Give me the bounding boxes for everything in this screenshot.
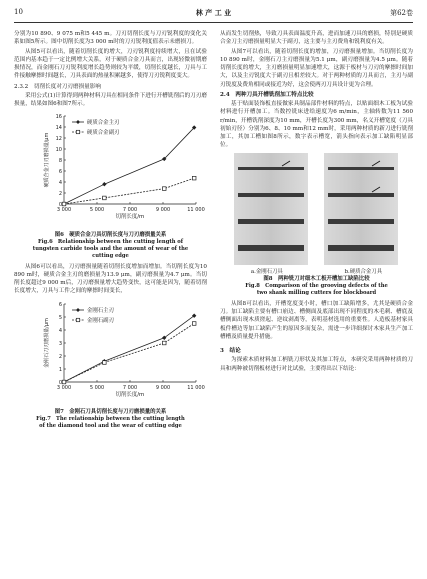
y-axis-label: 金刚石刀刃磨损量/μm [44, 317, 50, 368]
x-tick-label: 11 000 [187, 384, 205, 391]
legend-marker [76, 120, 80, 124]
photo-label-a: a.金刚石刀具 [250, 268, 283, 275]
figure-caption-en: Fig.8 Comparison of the grooving defects of the [245, 282, 388, 289]
groove-line [328, 219, 394, 224]
paragraph: 从而发生切削热，导致刀具表面温度升高，进而加速刀具的磨损，特别是硬质合金刀主刃磨损量明显大于副刃，这主要与主刃费角和锐利度有关。 [220, 31, 413, 46]
paragraph: 从图7可以看出，随着切削长度的增加，刀刃磨损量增加。当切削长度为10 890 m时，金刚石刀主刃磨损量为5.1 μm，副刃磨损量为4.5 μm。随着切削长度的增大，主刃磨损量明显加速增大，这源于板材与刀刃的摩擦时间加大，以及主刃锐度大于副刃且相差较大。对于两种材质的刀具而言，主刃与副刃锐度及费角相同或接近为好，这会使两刃刀具设计更为合理。 [220, 48, 413, 88]
figure-caption-en: Fig.7 The relationship between the cutting length [36, 415, 185, 422]
x-tick-label: 11 000 [187, 207, 205, 214]
series-line [64, 323, 194, 382]
groove-line [328, 193, 394, 197]
figure-caption-en: two shank milling cutters for blockboard [256, 289, 377, 296]
groove-line [328, 167, 394, 170]
figure-7 [14, 298, 207, 430]
right-column [220, 30, 413, 374]
paragraph: 从图5可以看出，随着切削长度的增大，刀刃锐利度持续增大，且在试验范围内基本趋于一定比例增大关系，对于硬质合金刀具而言，出现轻微初期磨损情况，而金刚石刀刃锐利度增长趋势则较为平缓，切削长度越长，刀具与工件接触摩擦时间越长，刀具表面的热量积累越多，使得刀刃锐利度变大。 [14, 48, 207, 80]
groove-line [328, 245, 394, 251]
figure-caption-en: tungsten carbide tools and the amount of wear of the [32, 245, 189, 252]
x-tick-label: 7 000 [122, 384, 138, 391]
x-tick-label: 9 000 [155, 207, 171, 214]
data-point [102, 182, 106, 186]
left-column [14, 30, 207, 433]
figure-6 [14, 110, 207, 259]
data-point [103, 360, 107, 364]
figure-caption: 图6 硬质合金刀具切削长度与刀刃磨损量关系 [54, 231, 167, 238]
paragraph: 采用公式(1)计算得到两种材料刀具在相同条件下进行开槽铣削后的刀刃磨损量，结果如图6和图7所示。 [14, 92, 207, 107]
figure-caption: 图8 两种铣刀对细木工板开槽加工缺陷比较 [263, 275, 370, 282]
data-point [192, 321, 196, 325]
chart-fig7 [14, 298, 207, 406]
figure-caption: 图7 金刚石刀具切削长度与刀刃磨损量的关系 [54, 408, 167, 415]
groove-photo [220, 153, 413, 265]
y-axis-label: 硬质合金刀刃磨损量/μm [44, 132, 50, 188]
x-tick-label: 9 000 [155, 384, 171, 391]
series-line [64, 128, 194, 204]
x-axis-label: 切削长度/m [115, 214, 145, 221]
x-axis-label: 切削长度/m [115, 391, 145, 398]
groove-line [238, 193, 304, 197]
y-tick-label: 2 [58, 191, 62, 198]
legend-marker [76, 308, 80, 312]
legend-marker [76, 131, 79, 134]
page-number: 10 [14, 8, 23, 16]
y-tick-label: 4 [58, 180, 62, 187]
volume-label: 第62卷 [390, 9, 413, 17]
data-point [103, 196, 107, 200]
x-tick-label: 7 000 [122, 207, 138, 214]
legend-label: 硬质合金主刃 [87, 120, 120, 127]
legend-label: 金刚石主刃 [87, 307, 114, 314]
legend-label: 金刚石副刃 [87, 317, 114, 324]
y-tick-label: 4 [58, 327, 62, 334]
y-tick-label: 12 [55, 136, 62, 143]
data-point [192, 177, 196, 181]
y-tick-label: 6 [58, 301, 62, 308]
legend-label: 硬质合金副刃 [87, 130, 120, 137]
data-point [62, 202, 66, 206]
figure-8 [220, 153, 413, 297]
data-point [162, 341, 166, 345]
paragraph: 基于贴面装饰板直接做家具制品部件材料的特点，以贴面细木工板为试验材料进行开槽加工。当数控铣床进给速度为6 m/min，主轴转数为11 560 r/min，开槽铣削深度为10 mm，开槽长度为300 mm，名义开槽宽度（刀具初始刃径）分别为6、8、10 mm和12 mm时，采用两种材质的新刀进行铣削加工，其加工槽如图8所示，数字表示槽宽，箭头指向表示加工缺陷明显部位。 [220, 101, 413, 149]
chart-fig6 [14, 110, 207, 228]
y-tick-label: 1 [58, 366, 62, 373]
legend-marker [76, 318, 79, 321]
groove-line [238, 245, 304, 251]
paragraph: 从图8可以看出，开槽宽度变小时，槽口加工缺陷增多，尤其是硬质合金刀。加工缺陷主要有槽口崩边、槽侧面及底部出现不同程度的木毛刺、槽底及槽侧面出现木质搓起、逆纹剥离等，表明基材选用的重要性。人造板基材家具板件槽边等加工缺陷产生的原因多而复杂，需进一步详细探讨木家具生产加工槽槽及质量提升措施。 [220, 300, 413, 340]
data-point [62, 380, 66, 384]
figure-caption-en: cutting edge [92, 252, 129, 259]
section-heading: 2.4 两种刀具开槽铣削加工特点比较 [220, 91, 314, 98]
paragraph: 为探索木质材料加工柄铣刀形状及其加工特点，本研究采用两种材质的刀具和两种被切削板材进行对比试验，主要得出以下结论： [220, 357, 413, 372]
figure-caption-en: Fig.6 Relationship between the cutting length of [38, 238, 183, 245]
figure-caption-en: of the diamond tool and the wear of cutting edge [39, 422, 182, 429]
y-tick-label: 5 [58, 314, 62, 321]
y-tick-label: 14 [55, 125, 62, 132]
x-tick-label: 5 000 [89, 384, 105, 391]
section-heading: 3 结论 [220, 348, 241, 354]
section-heading: 2.3.2 切削长度对刀刃磨损量影响 [14, 83, 101, 90]
y-tick-label: 3 [58, 340, 62, 347]
paragraph: 分别为10 890、9 075 m和5 445 m。刀刃切削长度与刀刃锐利度的变化关系如图5所示。图中切削长度为3 000 m时的刀刃锐利度值表示未磨损刀。 [14, 31, 207, 46]
series-line [64, 315, 194, 381]
y-tick-label: 8 [58, 158, 62, 165]
groove-line [238, 219, 304, 224]
y-tick-label: 6 [58, 169, 62, 176]
journal-name: 林 产 工 业 [195, 8, 232, 17]
paragraph: 从图6可以看出，刀刃磨损量随着切削长度增加而增加。当切削长度为10 890 m时，硬质合金主刃的磨损量为13.9 μm，副刃磨损量为4.7 μm。当切削长度超过9 000 m后，刀刃磨损量增大趋势变快，这可能是因为，随着切削长度增大，刀具与工件之间的摩擦时间变长， [14, 263, 207, 295]
x-tick-label: 3 000 [56, 384, 72, 391]
y-tick-label: 16 [55, 114, 62, 121]
header-rule [14, 22, 413, 23]
y-tick-label: 0 [58, 379, 62, 386]
data-point [162, 187, 166, 191]
x-tick-label: 3 000 [56, 207, 72, 214]
y-tick-label: 2 [58, 353, 62, 360]
groove-line [238, 167, 304, 170]
series-line [64, 178, 194, 204]
y-tick-label: 0 [58, 202, 62, 209]
y-tick-label: 10 [55, 147, 62, 154]
photo-label-b: b.硬质合金刀具 [344, 268, 383, 275]
x-tick-label: 5 000 [89, 207, 105, 214]
